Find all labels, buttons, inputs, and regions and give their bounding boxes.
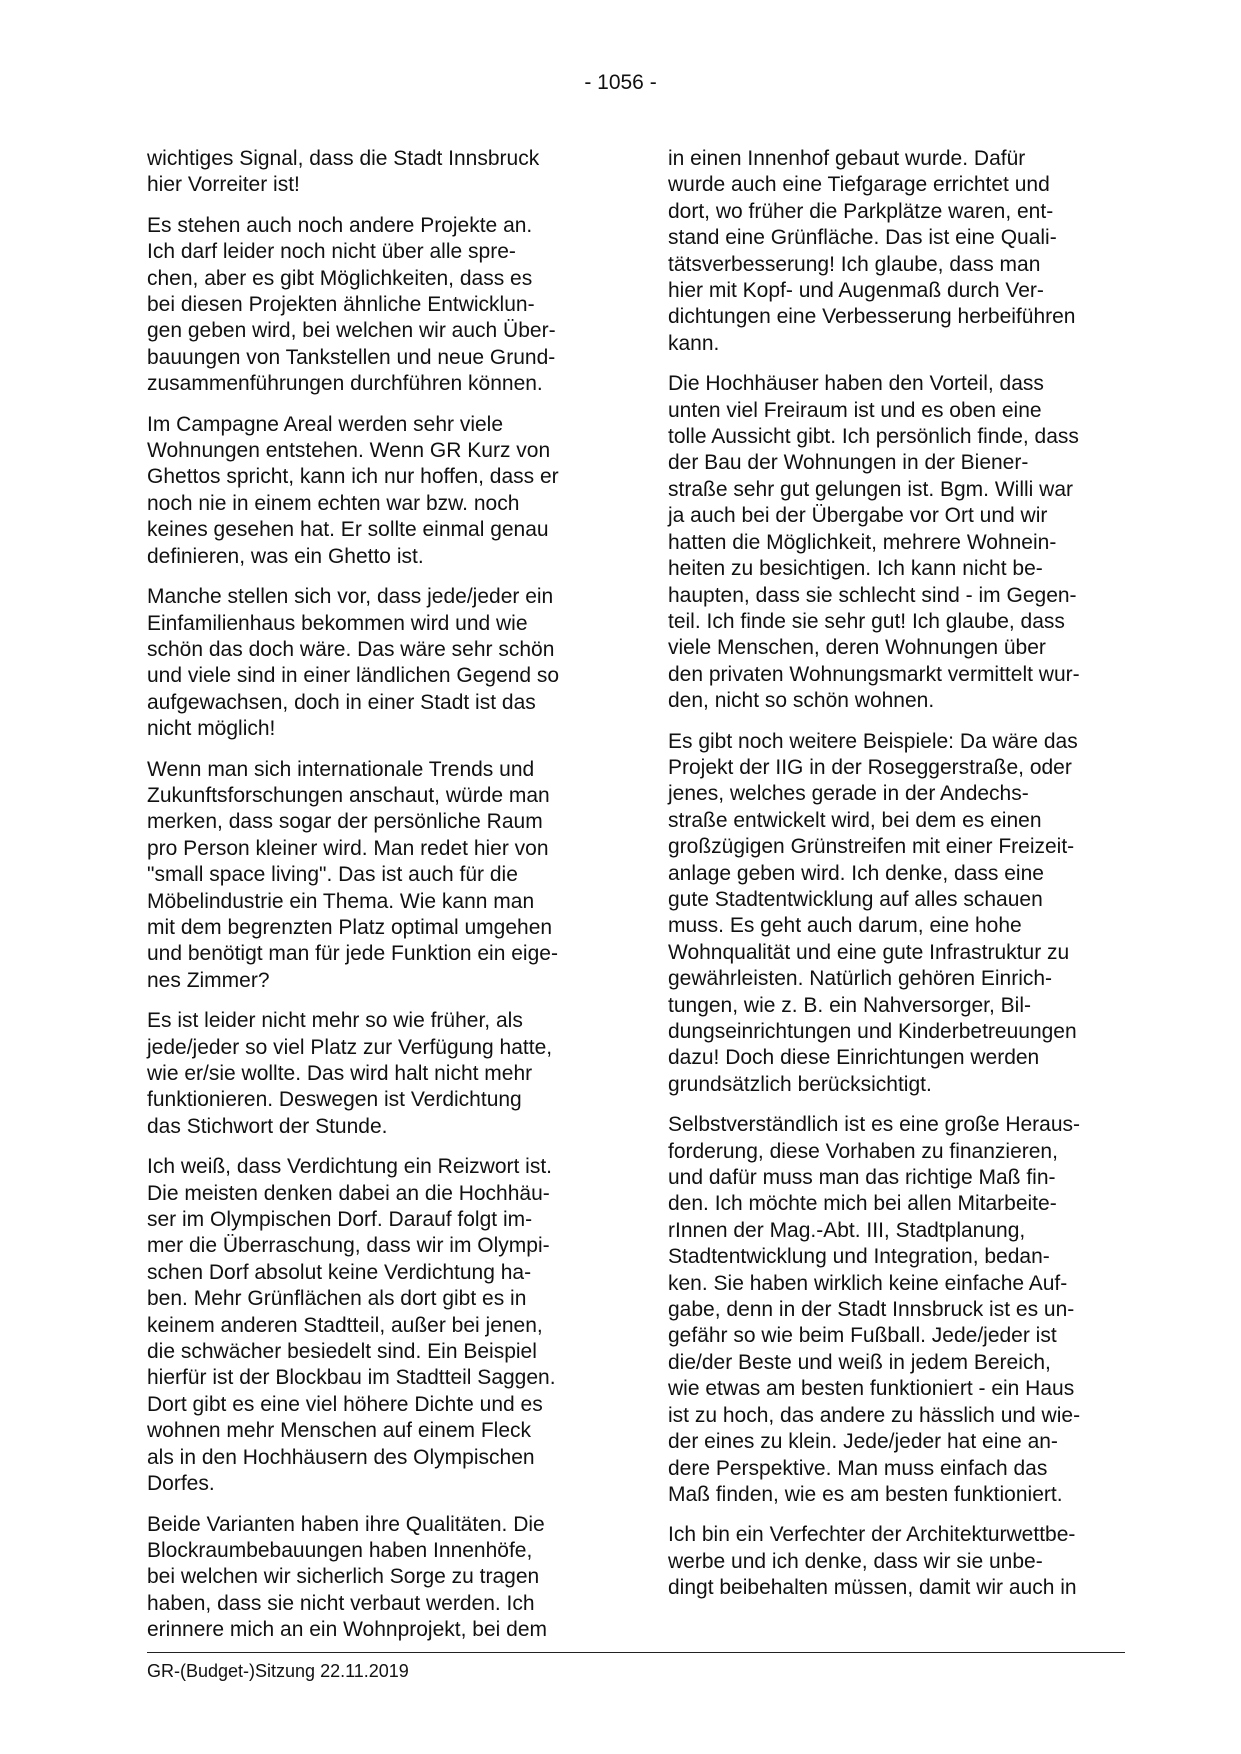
page-number: - 1056 - bbox=[584, 71, 657, 94]
paragraph: Wenn man sich internationale Trends und Zukunftsforschungen anschaut, würde man merken, dass sogar der persönliche Raum pro Person kleiner wird. Man redet hier von "small space living". Das ist auch für die Möbelindustrie ein Thema. Wie kann man mit dem begrenzten Platz optimal umgehen und benötigt man für jede Funktion ein eige- nes Zimmer? bbox=[147, 757, 558, 992]
right-column bbox=[668, 146, 1124, 1616]
paragraph: Ich bin ein Verfechter der Architekturwettbe- werbe und ich denke, dass wir sie unbe- dingt beibehalten müssen, damit wir auch in bbox=[668, 1523, 1077, 1600]
paragraph: Die Hochhäuser haben den Vorteil, dass unten viel Freiraum ist und es oben eine tolle Aussicht gibt. Ich persönlich finde, dass der Bau der Wohnungen in der Biener- straße sehr gut gelungen ist. Bgm. Willi war ja auch bei der Übergabe vor Ort und wir hatten die Möglichkeit, mehrere Wohnein- heiten zu besichtigen. Ich kann nicht be- haupten, dass sie schlecht sind - im Gegen- teil. Ich finde sie sehr gut! Ich glaube, dass viele Menschen, deren Wohnungen über den privaten Wohnungsmarkt vermittelt wur- den, nicht so schön wohnen. bbox=[668, 372, 1080, 713]
footer-divider bbox=[147, 1652, 1125, 1653]
paragraph: Es ist leider nicht mehr so wie früher, als jede/jeder so viel Platz zur Verfügung hatte, wie er/sie wollte. Das wird halt nicht mehr funktionieren. Deswegen ist Verdichtung das Stichwort der Stunde. bbox=[147, 1009, 553, 1138]
paragraph: Es stehen auch noch andere Projekte an. Ich darf leider noch nicht über alle spre- chen, aber es gibt Möglichkeiten, dass es bei diesen Projekten ähnliche Entwicklun- gen geben wird, bei welchen wir auch Über- bauungen von Tankstellen und neue Grund- zusammenführungen durchführen können. bbox=[147, 213, 556, 396]
paragraph: Es gibt noch weitere Beispiele: Da wäre das Projekt der IIG in der Roseggerstraße, oder jenes, welches gerade in der Andechs- straße entwickelt wird, bei dem es einen großzügigen Grünstreifen mit einer Freizeit- anlage geben wird. Ich denke, dass eine gute Stadtentwicklung auf alles schauen muss. Es geht auch darum, eine hohe Wohnqualität und eine gute Infrastruktur zu gewährleisten. Natürlich gehören Einrich- tungen, wie z. B. ein Nahversorger, Bil- dungseinrichtungen und Kinderbetreuungen dazu! Doch diese Einrichtungen werden grundsätzlich berücksichtigt. bbox=[668, 729, 1078, 1096]
paragraph: in einen Innenhof gebaut wurde. Dafür wurde auch eine Tiefgarage errichtet und dort, wo früher die Parkplätze waren, ent- stand eine Grünfläche. Das ist eine Quali- tätsverbesserung! Ich glaube, dass man hier mit Kopf- und Augenmaß durch Ver- dichtungen eine Verbesserung herbeiführen kann. bbox=[668, 147, 1076, 355]
paragraph: Beide Varianten haben ihre Qualitäten. Die Blockraumbebauungen haben Innenhöfe, bei welchen wir sicherlich Sorge zu tragen haben, dass sie nicht verbaut werden. Ich erinnere mich an ein Wohnprojekt, bei dem bbox=[147, 1512, 547, 1642]
paragraph: Im Campagne Areal werden sehr viele Wohnungen entstehen. Wenn GR Kurz von Ghettos spricht, kann ich nur hoffen, dass er noch nie in einem echten war bzw. noch keines gesehen hat. Er sollte einmal genau definieren, was ein Ghetto ist. bbox=[147, 412, 559, 568]
paragraph: wichtiges Signal, dass die Stadt Innsbruck hier Vorreiter ist! bbox=[147, 147, 540, 197]
paragraph: Manche stellen sich vor, dass jede/jeder ein Einfamilienhaus bekommen wird und wie schön das doch wäre. Das wäre sehr schön und viele sind in einer ländlichen Gegend so aufgewachsen, doch in einer Stadt ist das nicht möglich! bbox=[147, 585, 560, 741]
paragraph: Selbstverständlich ist es eine große Heraus- forderung, diese Vorhaben zu finanzieren, und dafür muss man das richtige Maß fin- den. Ich möchte mich bei allen Mitarbeite- rInnen der Mag.-Abt. III, Stadtplanung, Stadtentwicklung und Integration, bedan- ken. Sie haben wirklich keine einfache Auf- gabe, denn in der Stadt Innsbruck ist es un- gefähr so wie beim Fußball. Jede/jeder ist die/der Beste und weiß in jedem Bereich, wie etwas am besten funktioniert - ein Haus ist zu hoch, das andere zu hässlich und wie- der eines zu klein. Jede/jeder hat eine an- dere Perspektive. Man muss einfach das Maß finden, wie es am besten funktioniert. bbox=[668, 1113, 1081, 1506]
paragraph: Ich weiß, dass Verdichtung ein Reizwort ist. Die meisten denken dabei an die Hochhäu- ser im Olympischen Dorf. Darauf folgt im- mer die Überraschung, dass wir im Olympi- schen Dorf absolut keine Verdichtung ha- ben. Mehr Grünflächen als dort gibt es in keinem anderen Stadtteil, außer bei jenen, die schwächer besiedelt sind. Ein Beispiel hierfür ist der Blockbau im Stadtteil Saggen. Dort gibt es eine viel höhere Dichte und es wohnen mehr Menschen auf einem Fleck als in den Hochhäusern des Olympischen Dorfes. bbox=[147, 1155, 556, 1496]
footer-session-label: GR-(Budget-)Sitzung 22.11.2019 bbox=[147, 1661, 409, 1681]
left-column bbox=[147, 146, 603, 1658]
